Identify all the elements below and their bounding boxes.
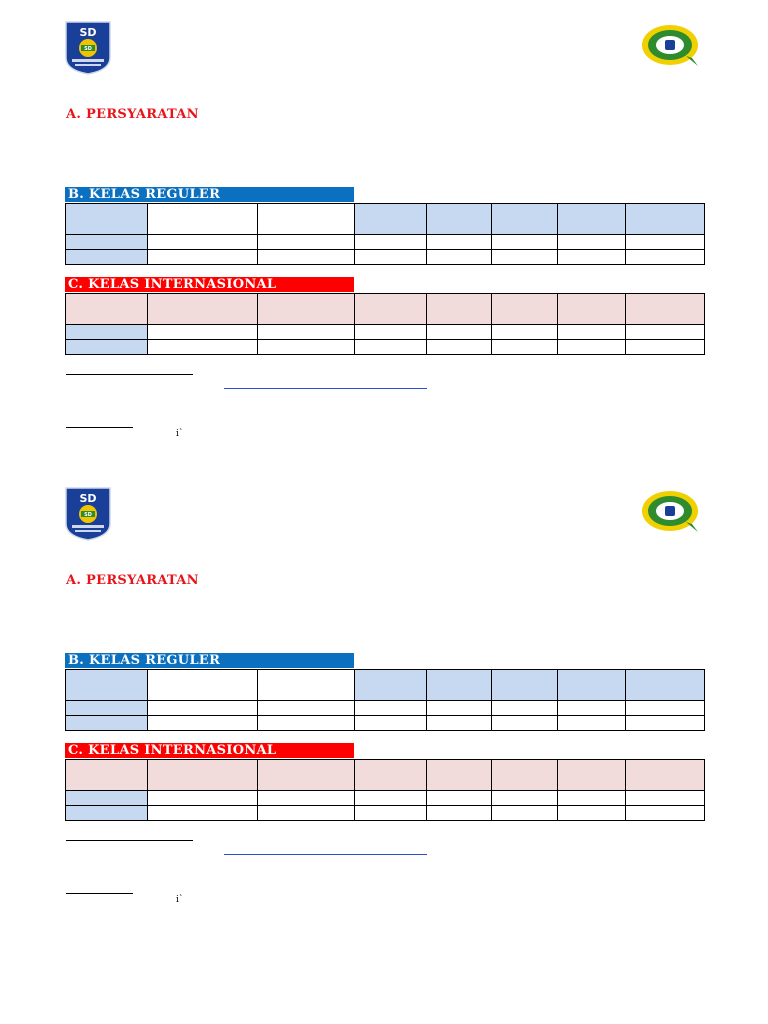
table-cell — [148, 806, 258, 821]
table-cell — [148, 250, 258, 265]
table-cell — [66, 294, 148, 325]
table-cell — [258, 760, 355, 791]
table-cell — [626, 701, 705, 716]
form-section-1 — [0, 0, 768, 466]
table-cell — [558, 701, 626, 716]
table-cell — [558, 806, 626, 821]
table-cell — [427, 325, 492, 340]
table-cell — [492, 760, 558, 791]
table-cell — [258, 806, 355, 821]
table-cell — [558, 235, 626, 250]
table-row — [66, 340, 705, 355]
table-cell — [355, 204, 427, 235]
table-cell — [66, 235, 148, 250]
table-cell — [355, 340, 427, 355]
table-row — [66, 250, 705, 265]
table-cell — [258, 670, 355, 701]
table-cell — [66, 716, 148, 731]
logo-center-text: SD — [84, 46, 92, 52]
table-cell — [148, 716, 258, 731]
table-cell — [355, 791, 427, 806]
table-cell — [258, 250, 355, 265]
school-logo-icon — [62, 486, 114, 542]
table-cell — [66, 701, 148, 716]
table-header-row — [66, 760, 705, 791]
regular-class-table — [65, 203, 705, 265]
table-cell — [427, 235, 492, 250]
table-header-row — [66, 294, 705, 325]
table-cell — [626, 670, 705, 701]
table-cell — [148, 325, 258, 340]
table-header-row — [66, 670, 705, 701]
underline-rule — [66, 893, 133, 894]
requirements-heading: A. PERSYARATAN — [66, 573, 199, 588]
hyperlink-underline[interactable] — [224, 388, 427, 389]
table-row — [66, 791, 705, 806]
logo-top-text: SD — [79, 492, 97, 505]
table-cell — [148, 204, 258, 235]
table-cell — [492, 806, 558, 821]
table-cell — [148, 670, 258, 701]
table-cell — [427, 204, 492, 235]
table-cell — [626, 294, 705, 325]
table-cell — [558, 760, 626, 791]
underline-rule — [66, 840, 193, 841]
table-cell — [66, 670, 148, 701]
regular-class-heading: B. KELAS REGULER — [65, 187, 354, 202]
table-cell — [427, 670, 492, 701]
table-cell — [492, 235, 558, 250]
table-cell — [148, 760, 258, 791]
table-cell — [66, 806, 148, 821]
table-cell — [492, 670, 558, 701]
table-cell — [258, 294, 355, 325]
table-cell — [492, 791, 558, 806]
table-cell — [355, 806, 427, 821]
table-cell — [148, 294, 258, 325]
table-cell — [626, 760, 705, 791]
table-cell — [626, 235, 705, 250]
international-class-heading: C. KELAS INTERNASIONAL — [65, 277, 354, 292]
table-cell — [626, 791, 705, 806]
table-cell — [558, 670, 626, 701]
table-row — [66, 235, 705, 250]
table-cell — [427, 340, 492, 355]
table-cell — [427, 701, 492, 716]
table-cell — [558, 325, 626, 340]
form-section-2 — [0, 466, 768, 932]
table-cell — [427, 806, 492, 821]
table-cell — [355, 325, 427, 340]
table-cell — [258, 235, 355, 250]
table-cell — [492, 325, 558, 340]
logo-center-text: SD — [84, 512, 92, 518]
table-cell — [626, 806, 705, 821]
international-class-table — [65, 759, 705, 821]
underline-rule — [66, 427, 133, 428]
table-cell — [427, 250, 492, 265]
international-class-table — [65, 293, 705, 355]
table-cell — [355, 235, 427, 250]
table-cell — [558, 294, 626, 325]
table-row — [66, 701, 705, 716]
underline-rule — [66, 374, 193, 375]
table-cell — [355, 716, 427, 731]
table-cell — [626, 340, 705, 355]
quality-seal-icon — [640, 22, 702, 68]
school-logo-icon — [62, 20, 114, 76]
table-cell — [258, 340, 355, 355]
regular-class-heading: B. KELAS REGULER — [65, 653, 354, 668]
table-cell — [492, 701, 558, 716]
table-cell — [427, 760, 492, 791]
table-cell — [258, 791, 355, 806]
table-cell — [258, 325, 355, 340]
table-row — [66, 716, 705, 731]
international-class-heading: C. KELAS INTERNASIONAL — [65, 743, 354, 758]
table-cell — [626, 716, 705, 731]
table-cell — [355, 250, 427, 265]
hyperlink-underline[interactable] — [224, 854, 427, 855]
table-cell — [427, 294, 492, 325]
table-cell — [492, 294, 558, 325]
table-cell — [626, 204, 705, 235]
table-cell — [492, 340, 558, 355]
table-cell — [66, 791, 148, 806]
table-cell — [558, 716, 626, 731]
table-cell — [558, 250, 626, 265]
table-cell — [427, 791, 492, 806]
table-cell — [66, 340, 148, 355]
table-cell — [258, 701, 355, 716]
requirements-heading: A. PERSYARATAN — [66, 107, 199, 122]
table-cell — [355, 701, 427, 716]
table-cell — [427, 716, 492, 731]
table-cell — [558, 204, 626, 235]
logo-top-text: SD — [79, 26, 97, 39]
table-cell — [148, 235, 258, 250]
quality-seal-icon — [640, 488, 702, 534]
table-cell — [492, 204, 558, 235]
table-header-row — [66, 204, 705, 235]
table-cell — [148, 791, 258, 806]
table-cell — [258, 716, 355, 731]
table-cell — [355, 294, 427, 325]
table-cell — [492, 250, 558, 265]
table-row — [66, 806, 705, 821]
table-cell — [66, 325, 148, 340]
table-cell — [492, 716, 558, 731]
table-cell — [626, 325, 705, 340]
table-cell — [258, 204, 355, 235]
stray-mark: i` — [176, 429, 184, 439]
table-row — [66, 325, 705, 340]
table-cell — [355, 670, 427, 701]
table-cell — [66, 204, 148, 235]
table-cell — [626, 250, 705, 265]
table-cell — [66, 250, 148, 265]
table-cell — [558, 791, 626, 806]
table-cell — [558, 340, 626, 355]
table-cell — [148, 340, 258, 355]
regular-class-table — [65, 669, 705, 731]
stray-mark: i` — [176, 895, 184, 905]
table-cell — [355, 760, 427, 791]
table-cell — [148, 701, 258, 716]
table-cell — [66, 760, 148, 791]
